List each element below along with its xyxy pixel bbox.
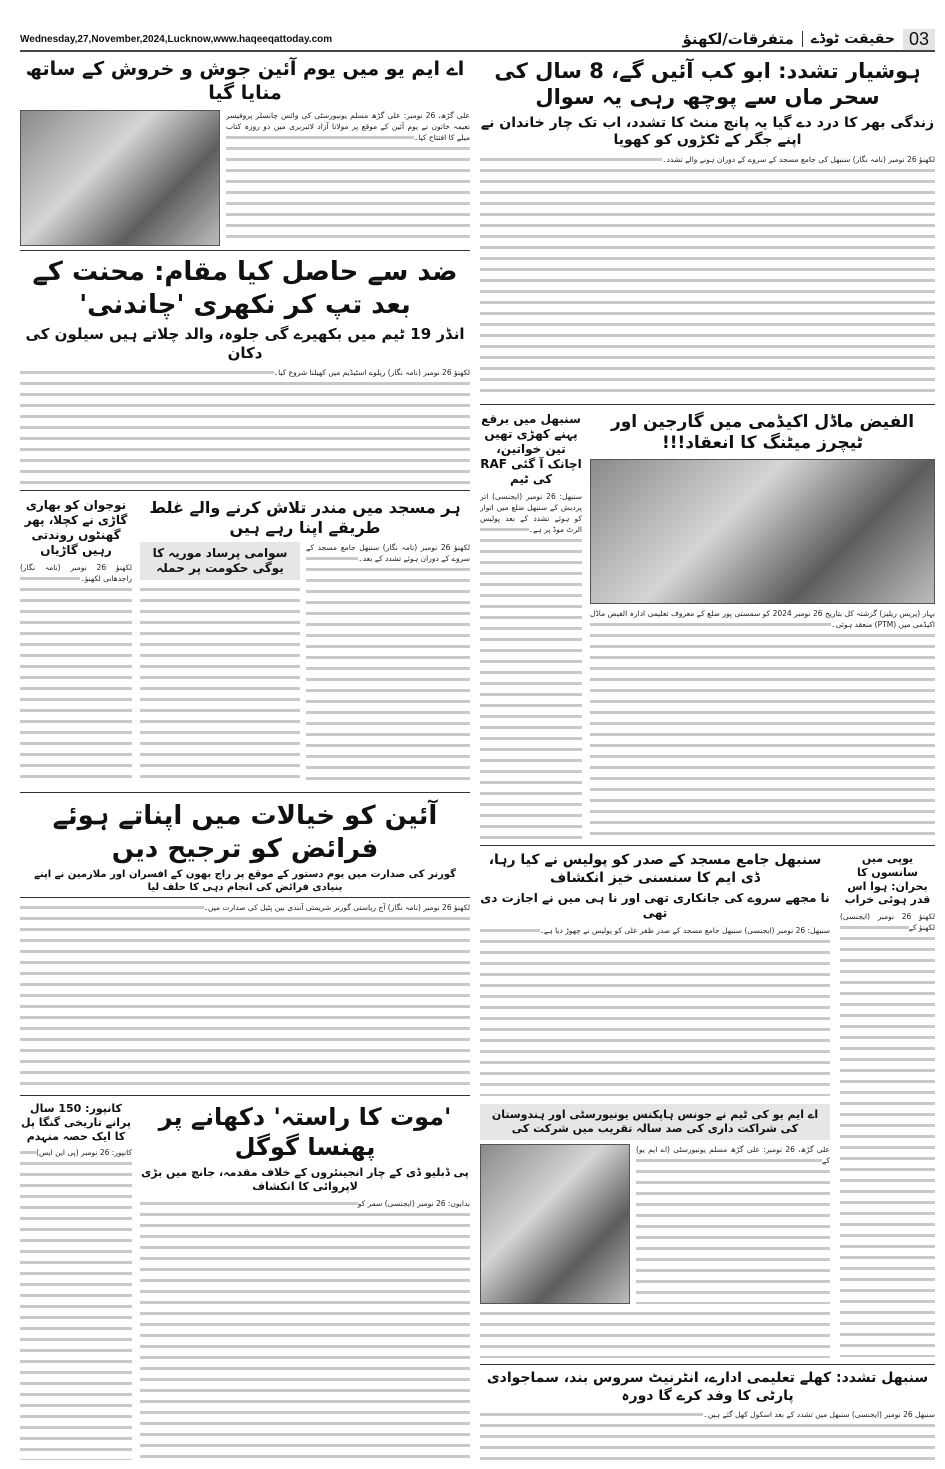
- article-google: [140, 1102, 470, 1460]
- article-body: [480, 154, 935, 401]
- article-lede: علی گڑھ، 26 نومبر: علی گڑھ مسلم یونیورسٹی (اے ایم یو) کے: [636, 1144, 830, 1165]
- headline-amu-constitution: اے ایم یو میں یوم آئین جوش و خروش کے ساتھ منایا گیا: [25, 58, 465, 104]
- article-body: [20, 1147, 132, 1460]
- article-amu-johns-hopkins: [480, 1104, 830, 1358]
- headline-amu-johns-hopkins: اے ایم یو کی ٹیم نے جونس ہاپکنس یونیورسٹی اور ہندوستان کی شراکت داری کی صد سالہ تقریب میں شرکت کی: [480, 1104, 830, 1140]
- delegation-photo: [480, 1144, 630, 1305]
- article-sambhal-schools: [480, 1370, 935, 1462]
- event-photo: [20, 110, 220, 247]
- subheadline: پی ڈبلیو ڈی کے چار انجینئروں کے خلاف مقدمہ، جانچ میں بڑی لاپروائی کا انکشاف: [141, 1166, 469, 1193]
- article-body: [480, 1409, 935, 1462]
- divider: [20, 490, 470, 491]
- article-body: [306, 542, 470, 786]
- article-body-text: [480, 1308, 830, 1358]
- article-body: [20, 367, 470, 487]
- article-body: [590, 608, 935, 841]
- divider: [20, 250, 470, 251]
- article-lede: کانپور: 26 نومبر (پی این ایس): [36, 1148, 132, 1158]
- article-lede: سنبھل: 26 نومبر (ایجنسی) اتر پردیش کے سنبھل ضلع میں اتوار کو ہوئے تشدد کے بعد پولیس الرٹ موڈ پر ہے۔: [480, 492, 582, 534]
- article-body: [226, 110, 470, 247]
- article-mosque-temple: [140, 498, 470, 786]
- date-line: Wednesday,27,November,2024,Lucknow,www.haqeeqattoday.com: [20, 33, 333, 45]
- meeting-photo: [590, 459, 935, 604]
- headline-train: نوجوان کو بھاری گاڑی نے کچلا، پھر گھنٹوں روندتی رہیں گاڑیاں: [24, 498, 128, 557]
- divider: [480, 845, 935, 846]
- subheadline: گورنر کی صدارت میں یوم دستور کے موقع پر راج بھون کے افسران اور ملازمین نے اپنے بنیادی فرائض کی انجام دہی کا حلف لیا: [20, 869, 470, 898]
- article-train: [20, 498, 132, 786]
- article-lede: بہار (پریس ریلیز) گزشتہ کل بتاریخ 26 نومبر 2024 کو سمستی پور ضلع کے معروف تعلیمی ادارہ الفیض ماڈل اکیڈمی میں (PTM) منعقد ہوئی۔: [590, 608, 935, 629]
- subheadline: نا مجھے سروے کی جانکاری تھی اور نا ہی میں نے اجازت دی تھی: [480, 891, 830, 920]
- subheadline: زندگی بھر کا درد دے گیا یہ پانچ منٹ کا تشدد، اب تک چار خاندان نے اپنے جگر کے ٹکڑوں کو کھویا: [480, 114, 935, 148]
- article-violence-question: [480, 58, 935, 400]
- article-body: [140, 1198, 470, 1461]
- article-lede: لکھنؤ 26 نومبر (نامہ نگار) سنبھل کی جامع مسجد کے سروے کے دوران ہونے والے تشدد۔: [662, 154, 935, 164]
- divider: [20, 1095, 470, 1096]
- headline-kanpur: کانپور: 150 سال پرانے تاریخی گنگا پل کا ایک حصہ منہدم: [21, 1102, 131, 1143]
- article-constitution-duties: [20, 800, 470, 1088]
- article-body: [636, 1144, 830, 1305]
- article-raf: [480, 412, 582, 840]
- divider: [480, 404, 935, 405]
- article-lede: سنبھل: 26 نومبر (ایجنسی) سنبھل جامع مسجد کے صدر ظفر علی کو پولیس نے چھوڑ دیا ہے۔: [539, 926, 830, 935]
- article-lede: لکھنؤ 26 نومبر (ایجنسی) لکھنؤ کے: [840, 912, 935, 932]
- article-lede: لکھنؤ 26 نومبر (نامہ نگار) ریلوے اسٹیڈیم میں کھیلنا شروع کیا۔: [273, 367, 470, 377]
- article-body: [840, 911, 935, 1357]
- article-amu-constitution: [20, 58, 470, 246]
- divider: [480, 1364, 935, 1365]
- masthead: [20, 28, 935, 52]
- headline-constitution-duties: آئین کو خیالات میں اپناتے ہوئے فرائض کو ترجیح دیں: [52, 801, 438, 864]
- article-chandni: [20, 256, 470, 486]
- divider: [20, 792, 470, 793]
- article-lede: سنبھل 26 نومبر (ایجنسی) سنبھل میں تشدد کے بعد اسکول کھل گئے ہیں۔: [703, 1410, 935, 1419]
- article-lede: علی گڑھ، 26 نومبر: علی گڑھ مسلم یونیورسٹی کی وائس چانسلر پروفیسر نعیمہ خاتون نے یوم آئین کے موقع پر مولانا آزاد لائبریری میں دو روزہ کتاب میلے کا افتتاح کیا۔: [226, 110, 470, 142]
- article-body-text: [140, 584, 300, 786]
- article-body: [480, 925, 830, 1096]
- article-lede: لکھنؤ 26 نومبر (نامہ نگار) آج ریاستی گورنر شریمتی آنندی بین پٹیل کی صدارت میں۔: [203, 903, 470, 912]
- headline-sambhal-schools: سنبھل تشدد: کھلے تعلیمی ادارے، انٹرنیٹ سروس بند، سماجوادی پارٹی کا وفد کرے گا دورہ: [486, 1370, 929, 1404]
- headline-sambhal-dm: سنبھل جامع مسجد کے صدر کو پولیس نے کیا رہا، ڈی ایم کا سنسنی خیز انکشاف: [488, 852, 822, 886]
- page-number: 03: [903, 29, 935, 50]
- article-lede: لکھنؤ 26 نومبر (نامہ نگار) راجدھانی لکھنؤ۔: [20, 563, 132, 583]
- article-lede: بدایوں: 26 نومبر (ایجنسی) سمر کو: [357, 1198, 470, 1208]
- headline-alfaiz: الفیض ماڈل اکیڈمی میں گارجین اور ٹیچرز میٹنگ کا انعقاد!!!: [610, 412, 915, 454]
- article-body: [20, 562, 132, 786]
- headline-chandni: ضد سے حاصل کیا مقام: محنت کے بعد تپ کر نکھری 'چاندنی': [32, 257, 458, 320]
- article-body: [20, 902, 470, 1088]
- article-body: [480, 491, 582, 840]
- article-kanpur: [20, 1102, 132, 1460]
- article-sambhal-dm: [480, 852, 830, 1096]
- newspaper-logo: حقیقت ٹوڈے: [802, 31, 895, 47]
- headline-mosque-temple: ہر مسجد میں مندر تلاش کرنے والے غلط طریقے اپنا رہے ہیں: [149, 498, 461, 537]
- headline-raf: سنبھل میں برقع پہنے کھڑی تھیں تین خواتین، اچانک آ گئی RAF کی ٹیم: [480, 412, 582, 486]
- subheadline: انڈر 19 ٹیم میں بکھیرے گی جلوہ، والد چلاتے ہیں سیلون کی دکان: [25, 325, 465, 362]
- article-lede: لکھنؤ 26 نومبر (نامہ نگار) سنبھل جامع مسجد کے سروے کے دوران ہوئے تشدد کے بعد۔: [306, 543, 470, 563]
- article-air: [840, 852, 935, 1357]
- section-title: متفرقات/لکھنؤ: [682, 30, 794, 48]
- headline-air: یوپی میں سانسوں کا بحران: ہوا اس قدر ہوئی خراب: [844, 852, 931, 907]
- headline-violence-question: ہوشیار تشدد: ابو کب آئیں گے، 8 سال کی سحر ماں سے پوچھ رہی یہ سوال: [494, 59, 921, 110]
- article-alfaiz: [590, 412, 935, 840]
- headline-google: 'موت کا راستہ' دکھانے پر پھنسا گوگل: [158, 1103, 452, 1161]
- inset-headline-maurya: سوامی پرساد موریہ کا یوگی حکومت پر حملہ: [140, 542, 300, 580]
